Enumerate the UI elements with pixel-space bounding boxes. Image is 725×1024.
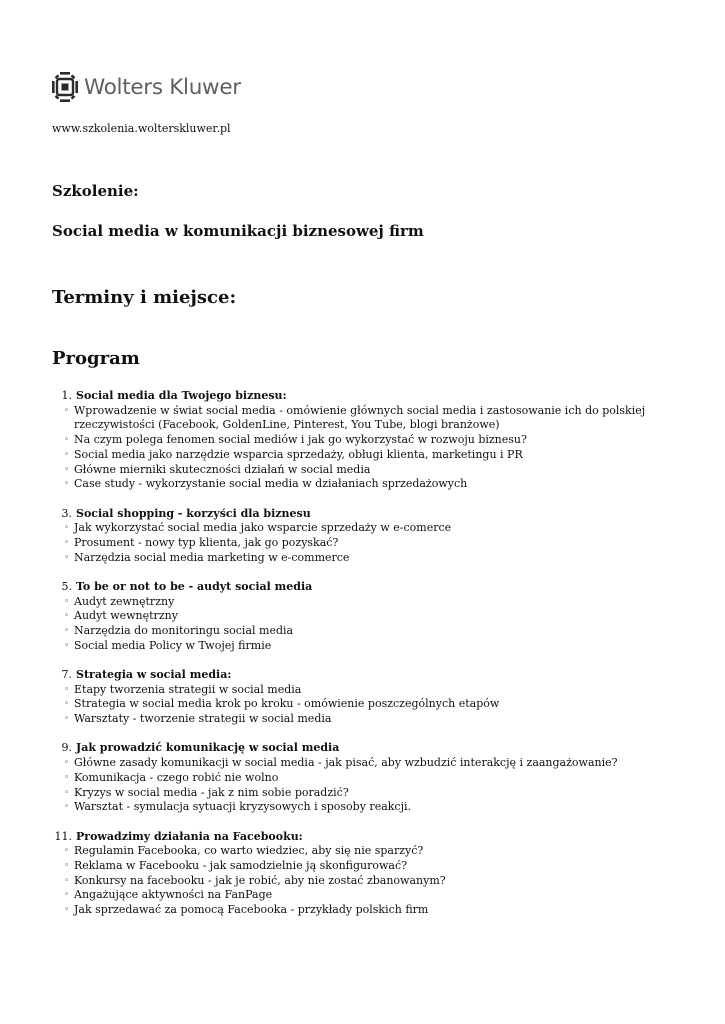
circle-bullet-icon: ◦	[64, 758, 70, 769]
circle-bullet-icon: ◦	[64, 405, 70, 416]
circle-bullet-icon: ◦	[64, 449, 70, 460]
list-item	[64, 595, 682, 610]
list-item	[64, 433, 682, 448]
list-item-text: Narzędzia social media marketing w e-commerce	[74, 550, 350, 564]
list-item-text: Strategia w social media krok po kroku - omówienie poszczególnych etapów	[74, 697, 500, 711]
program-section	[52, 830, 682, 918]
section-items	[52, 595, 682, 654]
circle-bullet-icon: ◦	[64, 435, 70, 446]
list-item	[64, 786, 682, 801]
list-item-text: Audyt wewnętrzny	[74, 609, 178, 623]
list-item-text: Komunikacja - czego robić nie wolno	[74, 770, 279, 784]
terms-heading: Terminy i miejsce:	[52, 287, 237, 308]
program-section	[52, 668, 682, 727]
section-header	[52, 389, 682, 404]
list-item-text: Jak wykorzystać social media jako wsparcie sprzedaży w e-comerce	[74, 521, 452, 535]
program-section	[52, 741, 682, 815]
circle-bullet-icon: ◦	[64, 860, 70, 871]
list-item-text: Na czym polega fenomen social mediów i jak go wykorzystać w rozwoju biznesu?	[74, 433, 527, 447]
logo	[52, 71, 241, 103]
program-section	[52, 507, 682, 566]
list-item	[64, 624, 682, 639]
section-number: 7.	[61, 668, 72, 682]
section-items	[52, 756, 682, 815]
training-title: Social media w komunikacji biznesowej firm	[52, 222, 424, 240]
list-item	[64, 874, 682, 889]
list-item	[64, 712, 682, 727]
list-item-text: Angażujące aktywności na FanPage	[74, 888, 273, 902]
list-item-text: Audyt zewnętrzny	[74, 594, 175, 608]
list-item	[64, 536, 682, 551]
list-item-text: Regulamin Facebooka, co warto wiedziec, aby się nie sparzyć?	[74, 844, 424, 858]
list-item	[64, 756, 682, 771]
section-header	[52, 668, 682, 683]
circle-bullet-icon: ◦	[64, 479, 70, 490]
wolters-kluwer-emblem-icon	[52, 72, 78, 102]
list-item	[64, 771, 682, 786]
section-number: 9.	[61, 741, 72, 755]
section-header	[52, 741, 682, 756]
list-item	[64, 551, 682, 566]
circle-bullet-icon: ◦	[64, 626, 70, 637]
list-item-text: Narzędzia do monitoringu social media	[74, 624, 294, 638]
list-item	[64, 448, 682, 463]
list-item-text: Konkursy na facebooku - jak je robić, aby nie zostać zbanowanym?	[74, 873, 446, 887]
list-item	[64, 404, 682, 433]
circle-bullet-icon: ◦	[64, 699, 70, 710]
circle-bullet-icon: ◦	[64, 772, 70, 783]
circle-bullet-icon: ◦	[64, 611, 70, 622]
circle-bullet-icon: ◦	[64, 552, 70, 563]
circle-bullet-icon: ◦	[64, 714, 70, 725]
circle-bullet-icon: ◦	[64, 890, 70, 901]
circle-bullet-icon: ◦	[64, 464, 70, 475]
program-list	[52, 389, 682, 932]
list-item-text: Kryzys w social media - jak z nim sobie poradzić?	[74, 785, 349, 799]
list-item-text: Główne zasady komunikacji w social media - jak pisać, aby wzbudzić interakcję i zaangażowanie?	[74, 756, 618, 770]
list-item-text: Jak sprzedawać za pomocą Facebooka - przykłady polskich firm	[74, 903, 429, 917]
circle-bullet-icon: ◦	[64, 537, 70, 548]
training-label: Szkolenie:	[52, 182, 139, 200]
list-item-text: Social media Policy w Twojej firmie	[74, 638, 272, 652]
section-title: Prowadzimy działania na Facebooku:	[76, 829, 303, 843]
section-number: 1.	[61, 389, 72, 402]
circle-bullet-icon: ◦	[64, 846, 70, 857]
section-title: Jak prowadzić komunikację w social media	[76, 741, 340, 755]
list-item-text: Główne mierniki skuteczności działań w social media	[74, 462, 371, 476]
list-item	[64, 859, 682, 874]
list-item-text: Case study - wykorzystanie social media w działaniach sprzedażowych	[74, 477, 468, 491]
list-item	[64, 844, 682, 859]
section-header	[52, 507, 682, 522]
list-item	[64, 477, 682, 492]
circle-bullet-icon: ◦	[64, 787, 70, 798]
section-number: 5.	[61, 579, 72, 593]
circle-bullet-icon: ◦	[64, 684, 70, 695]
section-title: Strategia w social media:	[76, 668, 232, 682]
list-item-text: Prosument - nowy typ klienta, jak go pozyskać?	[74, 535, 339, 549]
circle-bullet-icon: ◦	[64, 640, 70, 651]
list-item-text: Etapy tworzenia strategii w social media	[74, 682, 302, 696]
section-title: Social media dla Twojego biznesu:	[76, 389, 287, 402]
list-item	[64, 521, 682, 536]
program-section	[52, 580, 682, 654]
circle-bullet-icon: ◦	[64, 596, 70, 607]
section-header	[52, 580, 682, 595]
list-item	[64, 463, 682, 478]
circle-bullet-icon: ◦	[64, 802, 70, 813]
logo-text: Wolters Kluwer	[84, 74, 241, 100]
list-item	[64, 609, 682, 624]
circle-bullet-icon: ◦	[64, 523, 70, 534]
section-number: 3.	[61, 506, 72, 520]
circle-bullet-icon: ◦	[64, 905, 70, 916]
list-item	[64, 683, 682, 698]
site-url[interactable]: www.szkolenia.wolterskluwer.pl	[52, 122, 231, 135]
list-item-text: Wprowadzenie w świat social media - omówienie głównych social media i zastosowanie ich do polskiej rzeczywistości (Facebook, GoldenLine, Pinterest, You Tube, blogi branżowe)	[74, 403, 646, 432]
list-item-text: Warsztat - symulacja sytuacji kryzysowych i sposoby reakcji.	[74, 800, 412, 814]
list-item	[64, 888, 682, 903]
section-number: 11.	[54, 829, 72, 843]
section-items	[52, 844, 682, 918]
section-title: Social shopping - korzyści dla biznesu	[76, 506, 311, 520]
section-title: To be or not to be - audyt social media	[76, 579, 313, 593]
list-item-text: Warsztaty - tworzenie strategii w social media	[74, 712, 332, 726]
section-items	[52, 404, 682, 492]
list-item	[64, 639, 682, 654]
section-items	[52, 683, 682, 727]
circle-bullet-icon: ◦	[64, 875, 70, 886]
list-item	[64, 903, 682, 918]
list-item	[64, 800, 682, 815]
program-heading: Program	[52, 348, 140, 369]
list-item-text: Social media jako narzędzie wsparcia sprzedaży, obługi klienta, marketingu i PR	[74, 447, 523, 461]
section-header	[52, 830, 682, 845]
section-items	[52, 521, 682, 565]
program-section	[52, 389, 682, 492]
list-item	[64, 697, 682, 712]
list-item-text: Reklama w Facebooku - jak samodzielnie ją skonfigurować?	[74, 858, 408, 872]
